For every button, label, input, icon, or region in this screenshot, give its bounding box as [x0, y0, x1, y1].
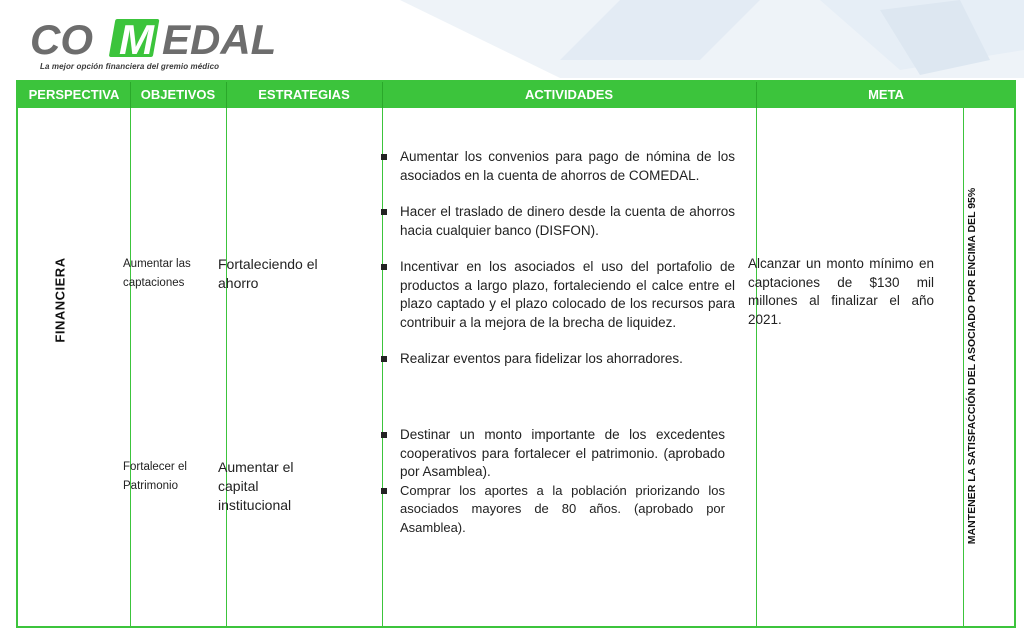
- table-header: [18, 82, 1014, 108]
- objetivo-row-2: Fortalecer el Patrimonio: [123, 461, 187, 492]
- header-actividades: ACTIVIDADES: [524, 87, 614, 102]
- header-perspectiva: PERSPECTIVA: [28, 87, 120, 102]
- actividades-row-2: [380, 426, 725, 537]
- list-item: Hacer el traslado de dinero desde la cuenta de ahorros hacia cualquier banco (DISFON).: [380, 203, 735, 240]
- logo-text-edal: EDAL: [162, 16, 277, 62]
- logo-tagline: La mejor opción financiera del gremio médico: [40, 62, 220, 71]
- meta-general-label: MANTENER LA SATISFACCIÓN DEL ASOCIADO POR ENCIMA DEL 95%: [966, 187, 978, 545]
- list-item: Comprar los aportes a la población priorizando los asociados mayores de 80 años. (aprobado por Asamblea).: [380, 482, 725, 538]
- list-item: Realizar eventos para fidelizar los ahorradores.: [380, 350, 735, 369]
- perspectiva-cell: [50, 220, 70, 380]
- header-meta: META: [868, 87, 904, 102]
- actividades-row-1: [380, 148, 735, 369]
- comedal-logo-mark: [30, 16, 290, 62]
- estrategia-row-2: Aumentar el capital institucional: [218, 459, 294, 513]
- list-item: Incentivar en los asociados el uso del portafolio de productos a largo plazo, fortaleciendo el calce entre el plazo captado y el plazo colocado de los recursos para contribuir a la mejora de la brecha de liquidez.: [380, 258, 735, 332]
- perspectiva-label: FINANCIERA: [52, 257, 68, 343]
- logo-text-m: M: [119, 16, 154, 62]
- logo-text-co: CO: [30, 16, 93, 62]
- estrategia-row-1: Fortaleciendo el ahorro: [218, 256, 318, 291]
- meta-general-cell: [947, 106, 997, 626]
- meta-text: Alcanzar un monto mínimo en captaciones de $130 mil millones al finalizar el año 2021.: [748, 256, 934, 327]
- header-objetivos: OBJETIVOS: [140, 87, 216, 102]
- objetivo-row-1: Aumentar las captaciones: [123, 258, 191, 289]
- list-item: Aumentar los convenios para pago de nómina de los asociados en la cuenta de ahorros de COMEDAL.: [380, 148, 735, 185]
- list-item: Destinar un monto importante de los excedentes cooperativos para fortalecer el patrimonio. (aprobado por Asamblea).: [380, 426, 725, 482]
- header-estrategias: ESTRATEGIAS: [258, 87, 350, 102]
